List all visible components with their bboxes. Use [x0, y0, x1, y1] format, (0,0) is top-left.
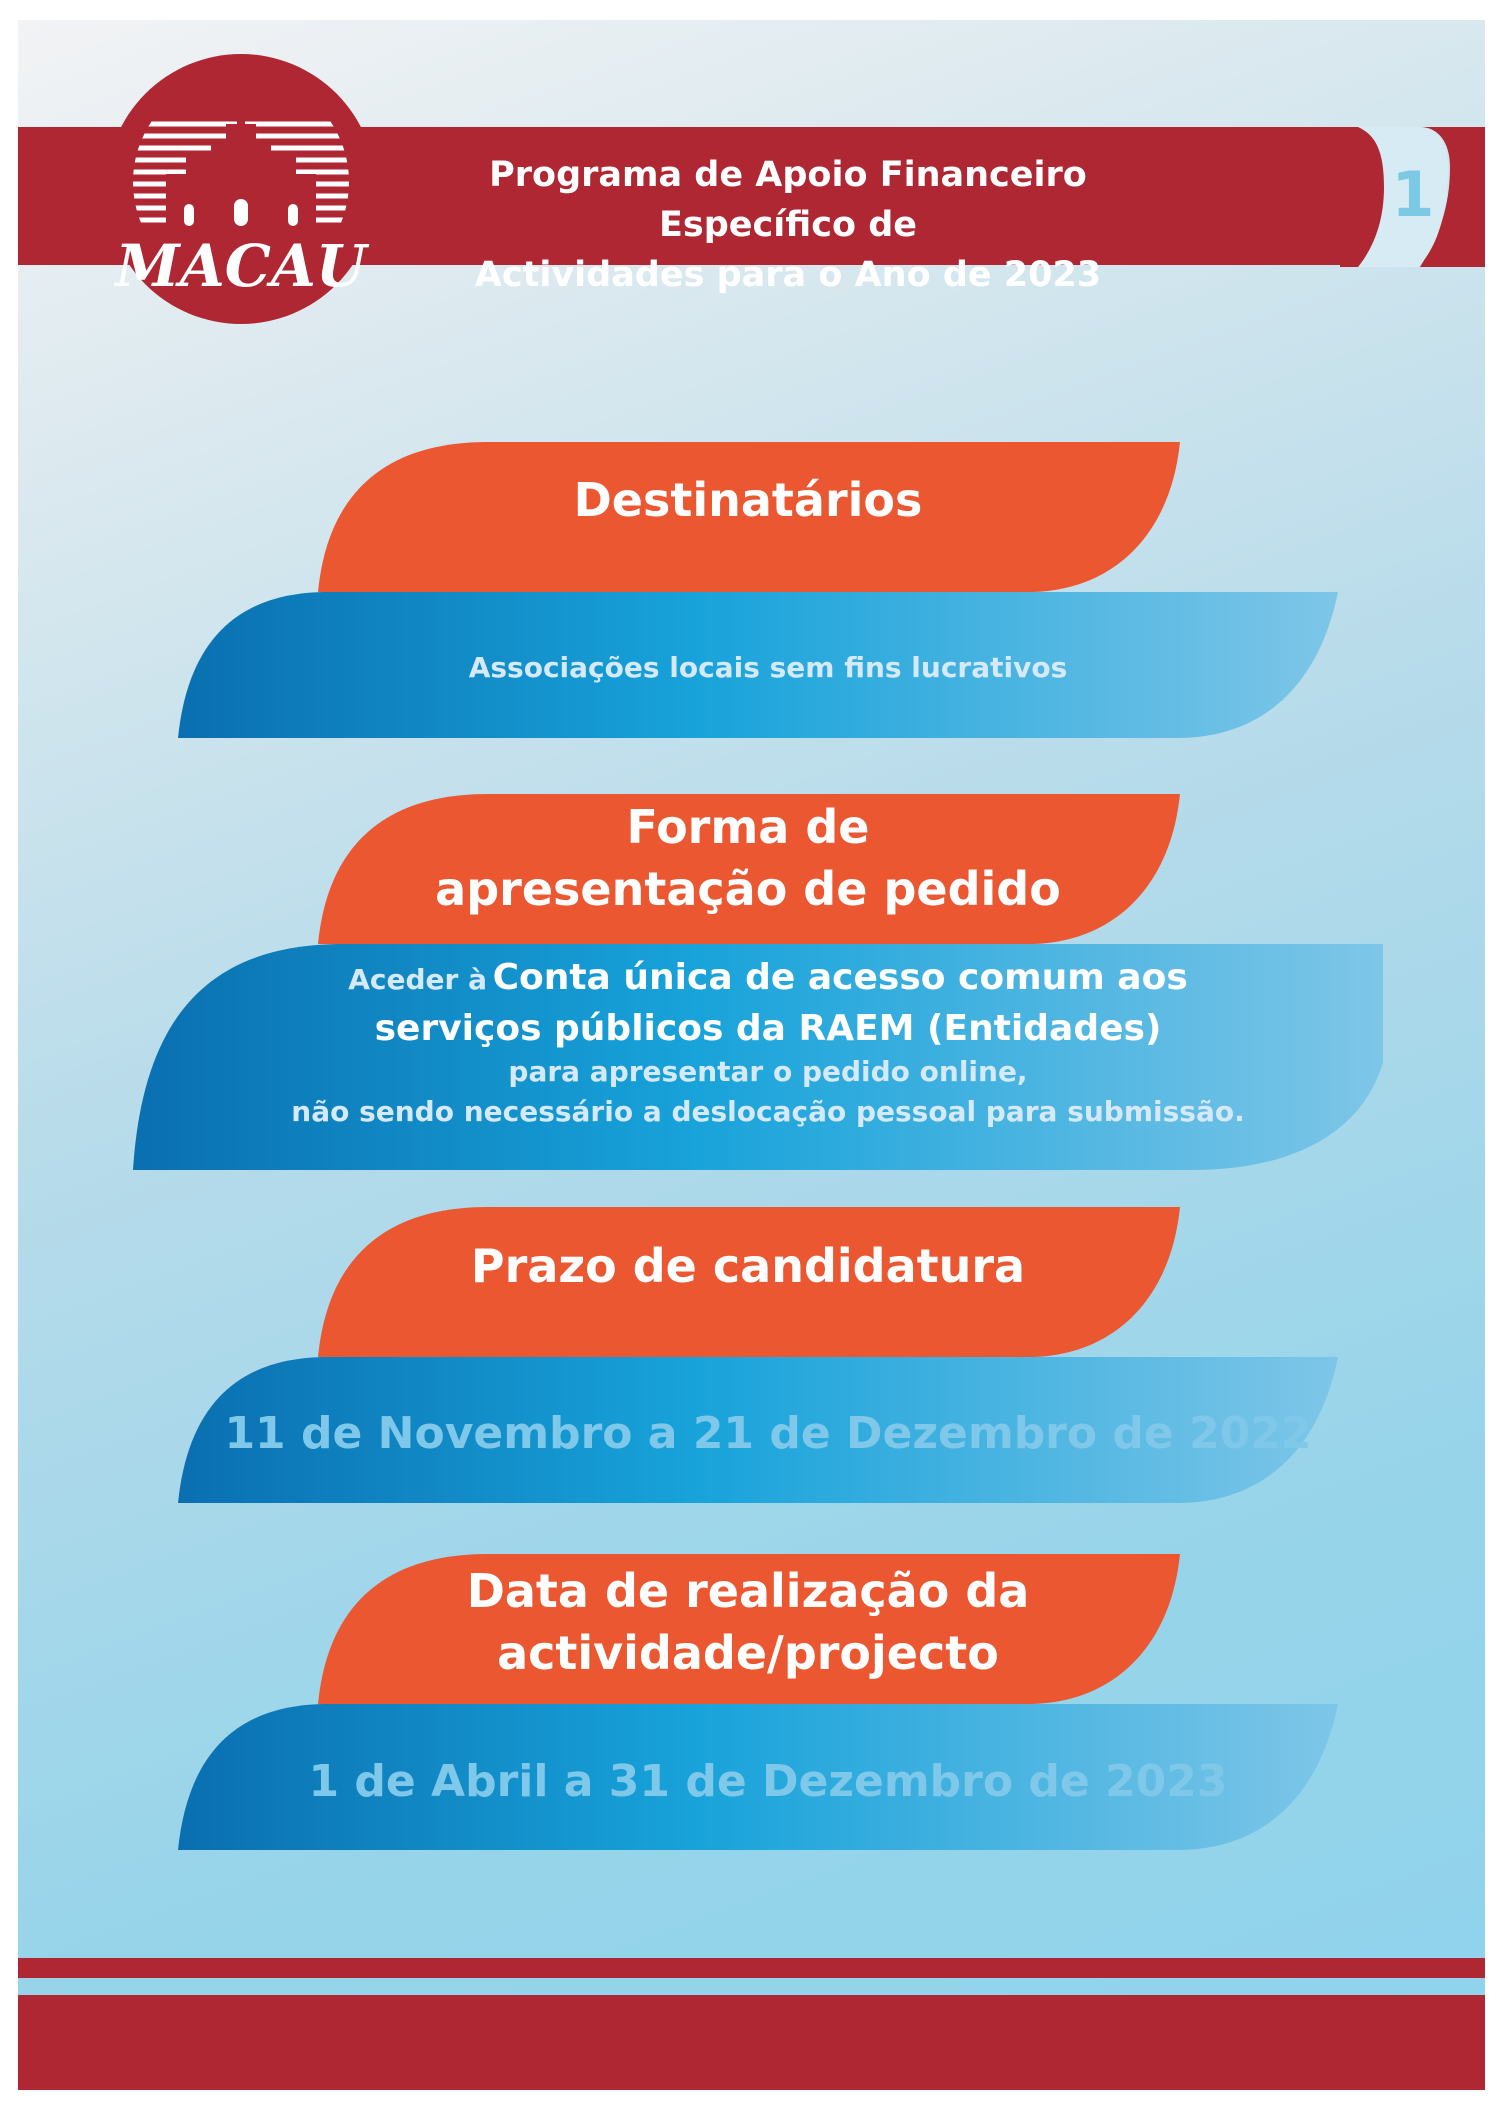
section-2-heading — [318, 796, 1178, 920]
section-2-body — [158, 956, 1378, 1132]
section-4-body: 1 de Abril a 31 de Dezembro de 2023 — [308, 1756, 1228, 1807]
page-number: 1 — [1391, 158, 1435, 231]
logo-text: MACAU — [115, 232, 367, 300]
section-2-heading-line1: Forma de — [626, 800, 870, 854]
section-2-body-highlight-2: serviços públicos da RAEM (Entidades) — [374, 1008, 1162, 1049]
section-3-body: 11 de Novembro a 21 de Dezembro de 2022 — [224, 1408, 1312, 1459]
logo-emblem-icon — [106, 54, 376, 324]
section-4-heading — [318, 1560, 1178, 1684]
footer-stripe-thick — [18, 1995, 1485, 2090]
section-3-heading: Prazo de candidatura — [470, 1239, 1026, 1293]
footer-stripe-thin — [18, 1958, 1485, 1978]
section-4-heading-line1: Data de realização da — [466, 1564, 1030, 1618]
section-2-body-prefix: Aceder à — [348, 963, 487, 996]
page-sheet — [18, 20, 1485, 2090]
section-2-body-line4: não sendo necessário a deslocação pessoal para submissão. — [291, 1095, 1245, 1128]
section-4-heading-line2: actividade/projecto — [497, 1626, 999, 1680]
header-title-line2: Actividades para o Ano de 2023 — [474, 255, 1102, 295]
section-2-heading-line2: apresentação de pedido — [435, 862, 1061, 916]
header-title — [408, 150, 1168, 300]
section-2-body-highlight-1: Conta única de acesso comum aos — [492, 957, 1188, 998]
section-1-heading: Destinatários — [573, 473, 923, 527]
section-1-body: Associações locais sem fins lucrativos — [468, 651, 1068, 684]
section-2-body-line3: para apresentar o pedido online, — [508, 1055, 1028, 1088]
macau-logo — [106, 54, 376, 324]
header-title-line1: Programa de Apoio Financeiro Específico de — [489, 155, 1087, 245]
